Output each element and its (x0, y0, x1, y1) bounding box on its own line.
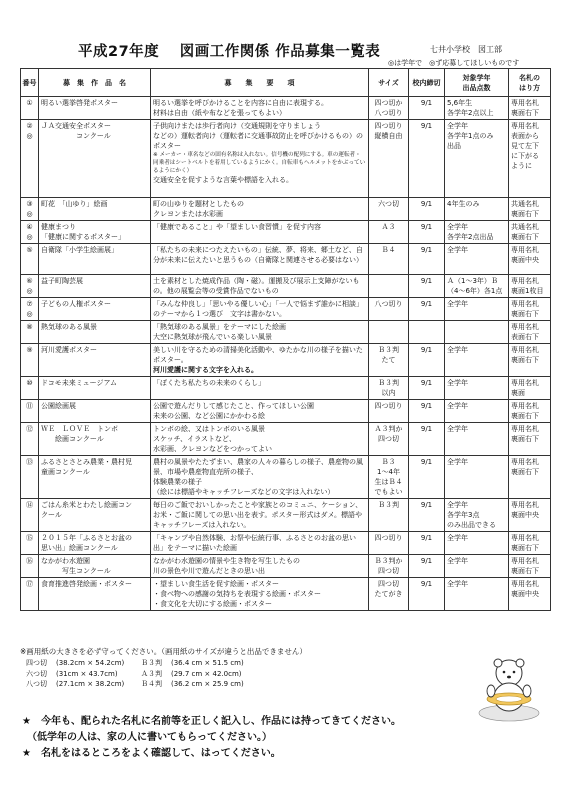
entry-size: Ｂ３判 (369, 499, 409, 532)
requirements-text: 「みんな仲良し」「思いやる優しい心」「一人で悩まず誰かに相談」のテーマから１つ選び 文字は書かない。 (153, 300, 363, 318)
requirements-text: 土を素材とした焼成作品（陶・磁）。運搬及び展示上支障がないもの。他の展覧会等の受賞作品でないもの (153, 277, 360, 295)
paper-size-a: 八つ切 (26, 680, 47, 688)
requirements-text: なかがわ水遊園の情景や生き物を写生したもの 川の景色や川で遊んだときの思い出 (153, 557, 300, 575)
table-row (21, 578, 551, 611)
entry-size: Ａ３判か 四つ切 (369, 423, 409, 456)
entry-requirements (151, 198, 369, 221)
entry-target (445, 321, 509, 344)
entry-target: 4年生のみ (445, 198, 509, 221)
entry-size: 六つ切 (369, 198, 409, 221)
contest-table (20, 68, 551, 611)
paper-size-b: (38.2cm × 54.2cm) (56, 659, 125, 667)
entry-tag-placement: 専用名札 裏面右下 (509, 344, 551, 377)
table-header-row (21, 69, 551, 97)
school-name: 七井小学校 図工部 (430, 45, 502, 54)
table-row (21, 423, 551, 456)
paper-size-b: (31cm × 43.7cm) (56, 669, 118, 678)
row-number: ⑥ ◎ (21, 275, 39, 298)
entry-deadline: 9/1 (409, 221, 445, 244)
table-row (21, 400, 551, 423)
paper-size-d: (36.2 cm × 25.9 cm) (171, 680, 244, 688)
entry-size: 四つ切か 八つ切り (369, 97, 409, 120)
requirements-text: 「熱気球のある風景」をテーマにした絵画 大空に熱気球が飛んでいる楽しい風景 (153, 323, 286, 341)
row-number: ⑯ (21, 555, 39, 578)
entry-name: ドコモ未来ミュージアム (39, 377, 151, 400)
entry-tag-placement: 専用名札 裏面右下 (509, 97, 551, 120)
entry-target: 全学年 各学年1点のみ 出品 (445, 120, 509, 198)
paper-size-d: (29.7 cm × 42.0cm) (171, 669, 242, 678)
entry-tag-placement: 共通名札 裏面右下 (509, 198, 551, 221)
row-number: ⑪ (21, 400, 39, 423)
table-row (21, 532, 551, 555)
paper-size-row (26, 658, 261, 669)
header-deadline: 校内締切 (409, 69, 445, 97)
requirements-text: ・望ましい食生活を促す絵画・ポスター ・食べ物への感謝の気持ちを表現する絵画・ポスター ・食文化を大切にする絵画・ポスター (153, 580, 321, 608)
header-size: サイズ (369, 69, 409, 97)
paper-size-row (26, 669, 261, 680)
table-row (21, 456, 551, 499)
entry-name: ＪＡ交通安全ポスター コンクール (39, 120, 151, 198)
entry-tag-placement: 専用名札 裏面中央 (509, 244, 551, 275)
entry-tag-placement: 専用名札 裏面右下 (509, 423, 551, 456)
entry-tag-placement: 専用名札 裏面 (509, 377, 551, 400)
entry-tag-placement: 専用名札 裏面右下 (509, 298, 551, 321)
entry-deadline: 9/1 (409, 578, 445, 611)
entry-name: 自衛隊「小学生絵画展」 (39, 244, 151, 275)
table-row (21, 555, 551, 578)
row-number: ⑰ (21, 578, 39, 611)
entry-requirements (151, 120, 369, 198)
entry-size: 八つ切り (369, 298, 409, 321)
entry-requirements (151, 244, 369, 275)
requirements-text: 明るい選挙を呼びかけることを内容に自由に表現する。 材料は自由（紙や布などを張ってもよい） (153, 99, 328, 117)
entry-size: 四つ切り 縦横自由 (369, 120, 409, 198)
paper-size-c: Ａ３判 (141, 669, 162, 678)
entry-size: 四つ切 たてがき (369, 578, 409, 611)
table-row (21, 198, 551, 221)
entry-tag-placement: 専用名札 裏面右下 (509, 456, 551, 499)
entry-size (369, 321, 409, 344)
row-number: ⑭ (21, 499, 39, 532)
entry-size: Ａ３ (369, 221, 409, 244)
row-number: ⑧ (21, 321, 39, 344)
entry-requirements (151, 400, 369, 423)
row-number: ④ ◎ (21, 221, 39, 244)
paper-size-list (26, 658, 261, 690)
entry-name: 熱気球のある風景 (39, 321, 151, 344)
entry-requirements (151, 532, 369, 555)
entry-name: 公園絵画展 (39, 400, 151, 423)
entry-name: 河川愛護ポスター (39, 344, 151, 377)
entry-deadline: 9/1 (409, 423, 445, 456)
entry-target: 全学年 各学年3点 のみ出品できる (445, 499, 509, 532)
entry-deadline: 9/1 (409, 456, 445, 499)
row-number: ⑨ (21, 344, 39, 377)
entry-name: ふるさとさとみ農業・農村児 童画コンクール (39, 456, 151, 499)
header-num: 番号 (21, 69, 39, 97)
requirements-text: 「私たちの未来につたえたいもの」伝統、夢、将来、郷土など、自分が未来に伝えたいと思うもの（自衛隊と関連させる必要はない） (153, 246, 363, 264)
table-row (21, 377, 551, 400)
entry-name: 子どもの人権ポスター (39, 298, 151, 321)
page-title: 平成27年度 図画工作関係 作品募集一覧表 (78, 44, 381, 60)
row-number: ① (21, 97, 39, 120)
row-number: ⑮ (21, 532, 39, 555)
notice-line-1: ★ 今年も、配られた名札に名前等を正しく記入し、作品には持ってきてください。 (22, 716, 401, 727)
entry-requirements (151, 456, 369, 499)
entry-size: Ｂ４ (369, 244, 409, 275)
entry-deadline: 9/1 (409, 120, 445, 198)
requirements-text: トンボの絵、又はトンボのいる風景 スケッチ、イラストなど、 水彩画、クレヨンなどをつかってよい (153, 425, 272, 453)
entry-tag-placement: 専用名札 表面から 見て左下 に下がる ように (509, 120, 551, 198)
entry-deadline: 9/1 (409, 532, 445, 555)
entry-tag-placement: 共通名札 裏面右下 (509, 221, 551, 244)
entry-name: 益子町陶芸展 (39, 275, 151, 298)
table-row (21, 221, 551, 244)
requirements-text: 毎日のご飯でおいしかったことや家族とのコミュニ、ケーション、お米・ご飯に関しての思い出を表す。ポスター形式はダメ。標語やキャッチフレーズは入れない。 (153, 501, 363, 529)
entry-size: 四つ切り (369, 532, 409, 555)
entry-requirements (151, 499, 369, 532)
table-row (21, 244, 551, 275)
entry-target: 全学年 (445, 532, 509, 555)
entry-tag-placement: 専用名札 裏面中央 (509, 578, 551, 611)
row-number: ⑩ (21, 377, 39, 400)
entry-requirements (151, 97, 369, 120)
entry-target: 全学年 (445, 578, 509, 611)
entry-deadline: 9/1 (409, 400, 445, 423)
entry-size: Ｂ３ 1～4年 生はＢ４ でもよい (369, 456, 409, 499)
paper-size-a: 六つ切 (26, 669, 47, 678)
entry-requirements (151, 423, 369, 456)
legend-note: ◎は学年で ◎ず応募してほしいものです (388, 59, 520, 67)
entry-tag-placement: 専用名札 表面右下 (509, 321, 551, 344)
row-number: ③ ◎ (21, 198, 39, 221)
entry-tag-placement: 専用名札 裏面右下 (509, 400, 551, 423)
entry-name: ごはん糸米とわたし絵画コン クール (39, 499, 151, 532)
entry-name: 食育推進啓発絵画・ポスター (39, 578, 151, 611)
polar-bear-illustration (474, 655, 544, 723)
entry-target: 全学年 (445, 298, 509, 321)
entry-name: 町花 「山ゆり」絵画 (39, 198, 151, 221)
entry-target: 全学年 (445, 456, 509, 499)
row-number: ⑦ ◎ (21, 298, 39, 321)
entry-deadline: 9/1 (409, 555, 445, 578)
entry-deadline: 9/1 (409, 344, 445, 377)
entry-name: ＷＥ ＬＯＶＥ トンボ 絵画コンクール (39, 423, 151, 456)
entry-tag-placement: 専用名札 裏面中央 (509, 499, 551, 532)
entry-deadline: 9/1 (409, 97, 445, 120)
entry-deadline: 9/1 (409, 377, 445, 400)
entry-requirements (151, 298, 369, 321)
requirements-text: 「ぼくたち私たちの未来のくらし」 (153, 379, 265, 387)
row-number: ② ◎ (21, 120, 39, 198)
entry-tag-placement: 専用名札 裏面右下 (509, 532, 551, 555)
table-row (21, 344, 551, 377)
entry-size: Ｂ３判か 四つ切 (369, 555, 409, 578)
entry-size: Ｂ３判 以内 (369, 377, 409, 400)
title-row (20, 40, 550, 58)
table-row (21, 120, 551, 198)
entry-name: ２０１５年「ふるさとお盆の 思い出」絵画コンクール (39, 532, 151, 555)
notice-line-2: （低学年の人は、家の人に書いてもらってください。） (22, 732, 272, 743)
paper-size-d: (36.4 cm × 51.5 cm) (171, 659, 244, 667)
requirements-extra: 河川愛護に関する文字を入れる。 (153, 366, 258, 374)
table-row (21, 275, 551, 298)
entry-requirements (151, 377, 369, 400)
requirements-text: 「健康であること」や「望ましい食習慣」を促す内容 (153, 223, 321, 231)
entry-target: 全学年 各学年2点出品 (445, 221, 509, 244)
entry-tag-placement: 専用名札 裏面1枚目 (509, 275, 551, 298)
paper-size-row (26, 679, 261, 690)
header-name: 募 集 作 品 名 (39, 69, 151, 97)
entry-requirements (151, 321, 369, 344)
entry-deadline: 9/1 (409, 298, 445, 321)
requirements-text: 子供向けまたは歩行者向け（交通規則を守りましょう などの）運転者向け（運転者に交通事故防止を呼びかけるもの）のポスター (153, 122, 363, 150)
paper-size-a: 四つ切 (26, 659, 47, 667)
entry-requirements (151, 344, 369, 377)
entry-deadline: 9/1 (409, 244, 445, 275)
entry-target: 全学年 (445, 423, 509, 456)
table-row (21, 298, 551, 321)
entry-size (369, 275, 409, 298)
entry-target: 全学年 (445, 400, 509, 423)
header-requirements: 募 集 要 項 (151, 69, 369, 97)
entry-target: 全学年 (445, 344, 509, 377)
entry-target: 5,6年生 各学年2点以上 (445, 97, 509, 120)
entry-name: 明るい選挙啓発ポスター (39, 97, 151, 120)
requirements-extra: 交通安全を促すような言葉や標語を入れる。 (153, 176, 293, 184)
entry-size: Ｂ３判 たて (369, 344, 409, 377)
entry-requirements (151, 221, 369, 244)
entry-target: Ａ（1～3年）Ｂ（4～6年）各1点 (445, 275, 509, 298)
row-number: ⑤ (21, 244, 39, 275)
requirements-text: 美しい川を守るための清掃美化活動や、ゆたかな川の様子を描いたポスター。 (153, 346, 363, 364)
entry-requirements (151, 578, 369, 611)
entry-name: なかがわ水遊園 写生コンクール (39, 555, 151, 578)
table-row (21, 499, 551, 532)
entry-tag-placement: 専用名札 裏面右下 (509, 555, 551, 578)
paper-size-c: Ｂ３判 (141, 659, 162, 667)
paper-size-b: (27.1cm × 38.2cm) (56, 680, 125, 688)
notice-line-3: ★ 名札をはるところをよく確認して、はってください。 (22, 748, 281, 759)
table-row (21, 321, 551, 344)
requirements-text: 公園で遊んだりして感じたこと、作ってほしい公園 未来の公園、など公園にかかわる絵 (153, 402, 314, 420)
entry-requirements (151, 555, 369, 578)
entry-deadline: 9/1 (409, 499, 445, 532)
entry-deadline: 9/1 (409, 275, 445, 298)
entry-target: 全学年 (445, 555, 509, 578)
entry-target: 全学年 (445, 244, 509, 275)
entry-requirements (151, 275, 369, 298)
requirements-text: 「キャンプや自然体験、お祭や伝統行事、ふるさとのお盆の思い出」をテーマに描いた絵画 (153, 534, 356, 552)
paper-size-note: ※画用紙の大きさを必ず守ってください。（画用紙のサイズが違うと出品できません） (20, 647, 307, 656)
requirements-text: 農村の風景やたたずまい、農家の人々の暮らしの様子、農産物の風景、市場や農産物直売所の様子、 体験農業の様子 （絵には標語やキャッチフレーズなどの文字は入れない） (153, 458, 363, 496)
table-row (21, 97, 551, 120)
paper-size-c: Ｂ４判 (141, 680, 162, 688)
row-number: ⑬ (21, 456, 39, 499)
entry-deadline (409, 321, 445, 344)
header-target: 対象学年 出品点数 (445, 69, 509, 97)
header-tag: 名札の はり方 (509, 69, 551, 97)
requirements-text: 町の山ゆりを題材としたもの クレヨンまたは水彩画 (153, 200, 244, 218)
entry-deadline: 9/1 (409, 198, 445, 221)
row-number: ⑫ (21, 423, 39, 456)
entry-name: 健康まつり 「健康に関するポスター」 (39, 221, 151, 244)
entry-size: 四つ切り (369, 400, 409, 423)
requirements-note: ※ メーカー・車名などの固有名称は入れない。信号機の配列にする。車の運転者・同乗者はシートベルトを着用しているようにかく。自転車もヘルメットをかぶっているようにかく） (153, 152, 366, 174)
entry-target: 全学年 (445, 377, 509, 400)
